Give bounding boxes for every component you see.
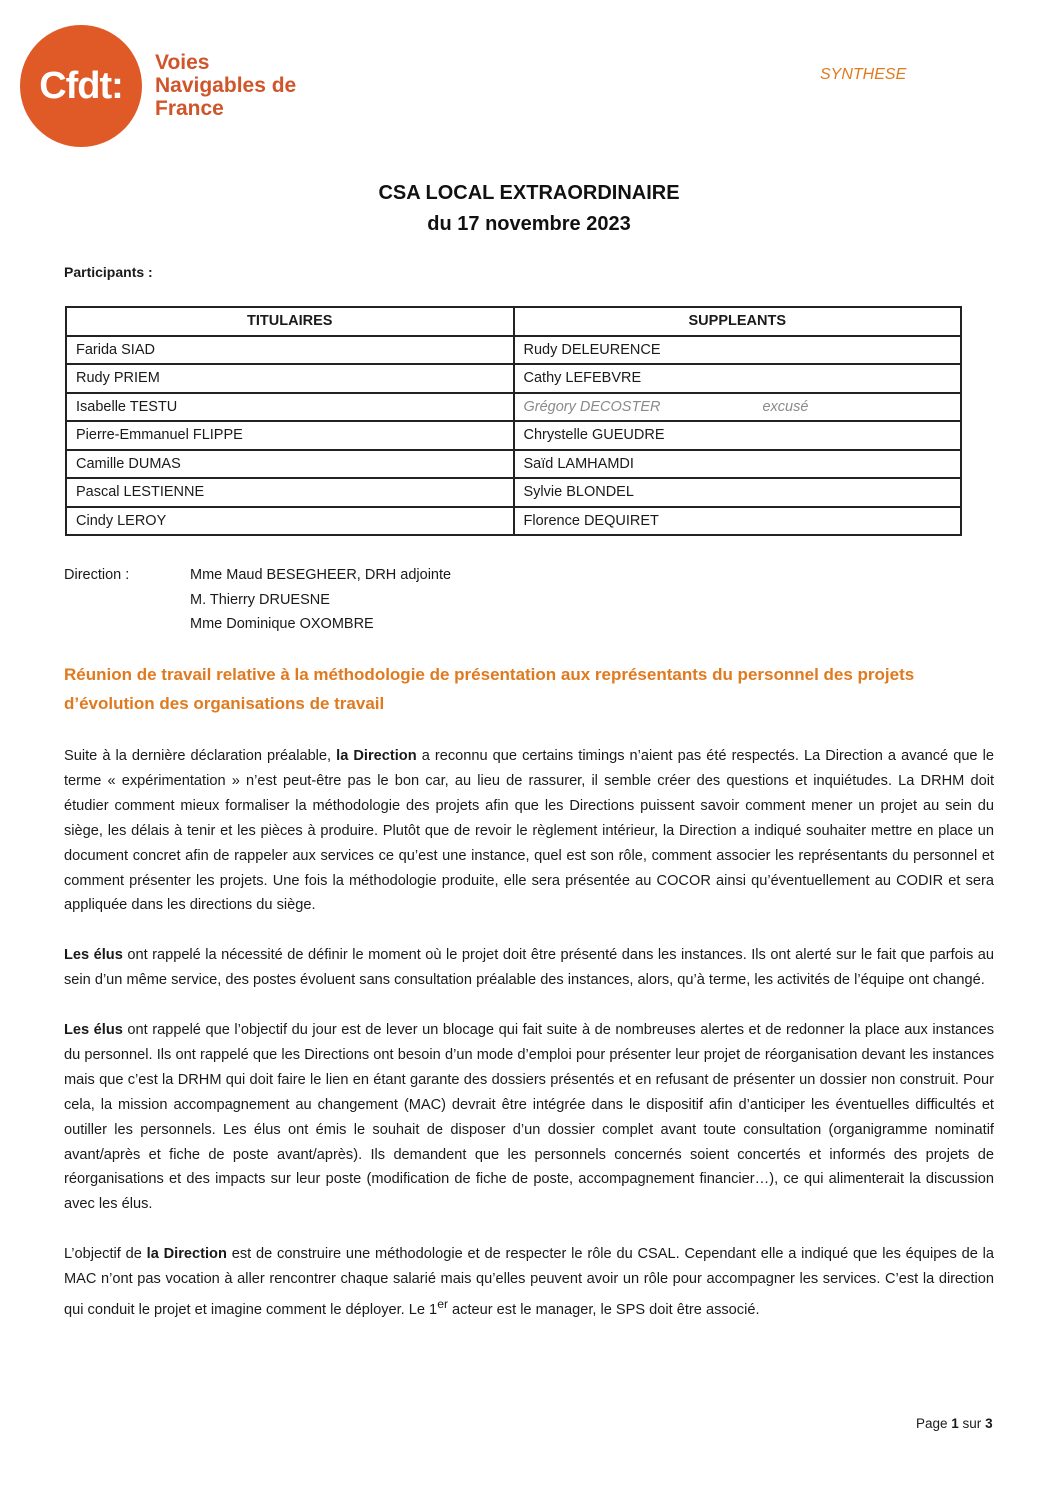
paragraph-text: L’objectif de [64, 1246, 147, 1262]
direction-label: Direction : [64, 567, 130, 583]
suppleant-cell: Sylvie BLONDEL [514, 478, 962, 507]
page-total: 3 [985, 1416, 993, 1431]
table-row [66, 421, 961, 450]
suppleant-cell: Rudy DELEURENCE [514, 336, 962, 365]
cfdt-logo-mark-icon [20, 25, 142, 147]
table-header-row [66, 307, 961, 336]
direction-members [190, 563, 690, 637]
suppleant-cell: Chrystelle GUEUDRE [514, 421, 962, 450]
page-current: 1 [951, 1416, 959, 1431]
participants-table [65, 306, 962, 536]
paragraph-emphasis: Les élus [64, 1022, 123, 1038]
titulaire-cell: Cindy LEROY [66, 507, 514, 536]
table-row [66, 478, 961, 507]
participants-label: Participants : [64, 264, 153, 280]
paragraph-emphasis: la Direction [336, 748, 417, 764]
logo-mark-text: Cfdt: [39, 64, 123, 107]
titulaire-cell: Camille DUMAS [66, 450, 514, 479]
page-number [916, 1416, 993, 1431]
suppleant-cell-excused [514, 393, 962, 422]
direction-member: Mme Dominique OXOMBRE [190, 616, 374, 632]
titulaire-cell: Isabelle TESTU [66, 393, 514, 422]
titulaire-cell: Pierre-Emmanuel FLIPPE [66, 421, 514, 450]
titulaire-cell: Farida SIAD [66, 336, 514, 365]
direction-member: Mme Maud BESEGHEER, DRH adjointe [190, 567, 452, 583]
cfdt-logo [20, 25, 320, 150]
suppleant-name: Grégory DECOSTER [523, 398, 661, 415]
page-title: CSA LOCAL EXTRAORDINAIRE [378, 182, 680, 204]
paragraph [64, 1242, 994, 1323]
page-word: Page [916, 1416, 952, 1431]
logo-org-line: France [155, 97, 224, 120]
logo-org-line: Navigables de [155, 74, 297, 97]
paragraph-text: Suite à la dernière déclaration préalable, [64, 748, 337, 764]
of-word: sur [958, 1416, 986, 1431]
paragraph-emphasis: Les élus [64, 947, 123, 963]
paragraph [64, 943, 994, 993]
table-row [66, 393, 961, 422]
direction-member: M. Thierry DRUESNE [190, 591, 330, 608]
section-heading: Réunion de travail relative à la méthodologie de présentation aux représentants du personnel des projets d’évolution des organisations de travail [64, 665, 915, 713]
paragraph [64, 1018, 994, 1217]
suppleant-cell: Cathy LEFEBVRE [514, 364, 962, 393]
table-row [66, 364, 961, 393]
paragraph-text: ont rappelé que l’objectif du jour est de lever un blocage qui fait suite à de nombreuses alertes et de redonner la place aux instances du personnel. Ils ont rappelé que les Directions ont besoin d’un mode d’emploi pour présenter leur projet de réorganisation devant les instances mais que c’est la DRHM qui doit faire le lien en étant garante des dossiers présentés et en refusant de présenter un dossier non construit. Pour cela, la mission accompagnement au changement (MAC) devrait être intégrée dans le dispositif afin d’anticiper les éventuelles difficultés et outiller les personnels. Les élus ont émis le souhait de disposer d’un dossier complet avant toute consultation (organigramme nominatif avant/après et fiche de poste avant/après). Ils demandent que les personnels concernés soient concertés et informés des projets de réorganisations et des impacts sur leur poste (modification de fiche de poste, accompagnement financier…), ce qui alimenterait la discussion avec les élus. [64, 1022, 994, 1213]
doc-type-label: SYNTHESE [820, 66, 907, 83]
paragraph [64, 744, 994, 918]
paragraph-text: a reconnu que certains timings n’aient pas été respectés. La Direction a avancé que le terme « expérimentation » n’est peut-être pas le bon car, au lieu de rassurer, il semble créer des questions et inquiétudes. La DRHM doit étudier comment mieux formaliser la méthodologie des projets afin que les Directions puissent savoir comment mener un projet au sein du siège, les délais à tenir et les pièces à produire. Plutôt que de revoir le règlement intérieur, la Direction a indiqué souhaiter mettre en place un document concret afin de rappeler aux services ce qu’est une instance, quel est son rôle, comment associer les représentants du personnel et comment présenter les projets. Une fois la méthodologie produite, elle sera présentée au COCOR ainsi qu’éventuellement au CODIR et sera appliquée dans les directions du siège. [64, 748, 994, 914]
table-row [66, 450, 961, 479]
paragraph-emphasis: la Direction [146, 1246, 227, 1262]
titulaire-cell: Pascal LESTIENNE [66, 478, 514, 507]
table-row [66, 336, 961, 365]
suppleant-cell: Saïd LAMHAMDI [514, 450, 962, 479]
titulaire-cell: Rudy PRIEM [66, 364, 514, 393]
paragraph-text: est de construire une méthodologie et de respecter le rôle du CSAL. Cependant elle a indiqué que les équipes de la MAC n’ont pas vocation à aller rencontrer chaque salarié mais qu’elles peuvent avoir un rôle pour accompagner les services. C’est la direction qui conduit le projet et imagine comment le déployer. Le 1 [64, 1246, 995, 1318]
column-header-titulaires: TITULAIRES [66, 307, 514, 336]
paragraph-text: acteur est le manager, le SPS doit être associé. [448, 1301, 760, 1318]
column-header-suppleants: SUPPLEANTS [514, 307, 962, 336]
ordinal-superscript: er [437, 1296, 448, 1311]
excused-note: excusé [762, 398, 809, 415]
paragraph-text: ont rappelé la nécessité de définir le moment où le projet doit être présenté dans les instances. Ils ont alerté sur le fait que parfois au sein d’un même service, des postes évoluent sans consultation préalable des instances, alors, qu’à terme, les activités de l’équipe ont changé. [64, 947, 995, 988]
logo-org-line: Voies [155, 51, 210, 74]
table-row [66, 507, 961, 536]
page-subtitle-date: du 17 novembre 2023 [427, 213, 631, 235]
logo-org-name [155, 51, 296, 120]
suppleant-cell: Florence DEQUIRET [514, 507, 962, 536]
